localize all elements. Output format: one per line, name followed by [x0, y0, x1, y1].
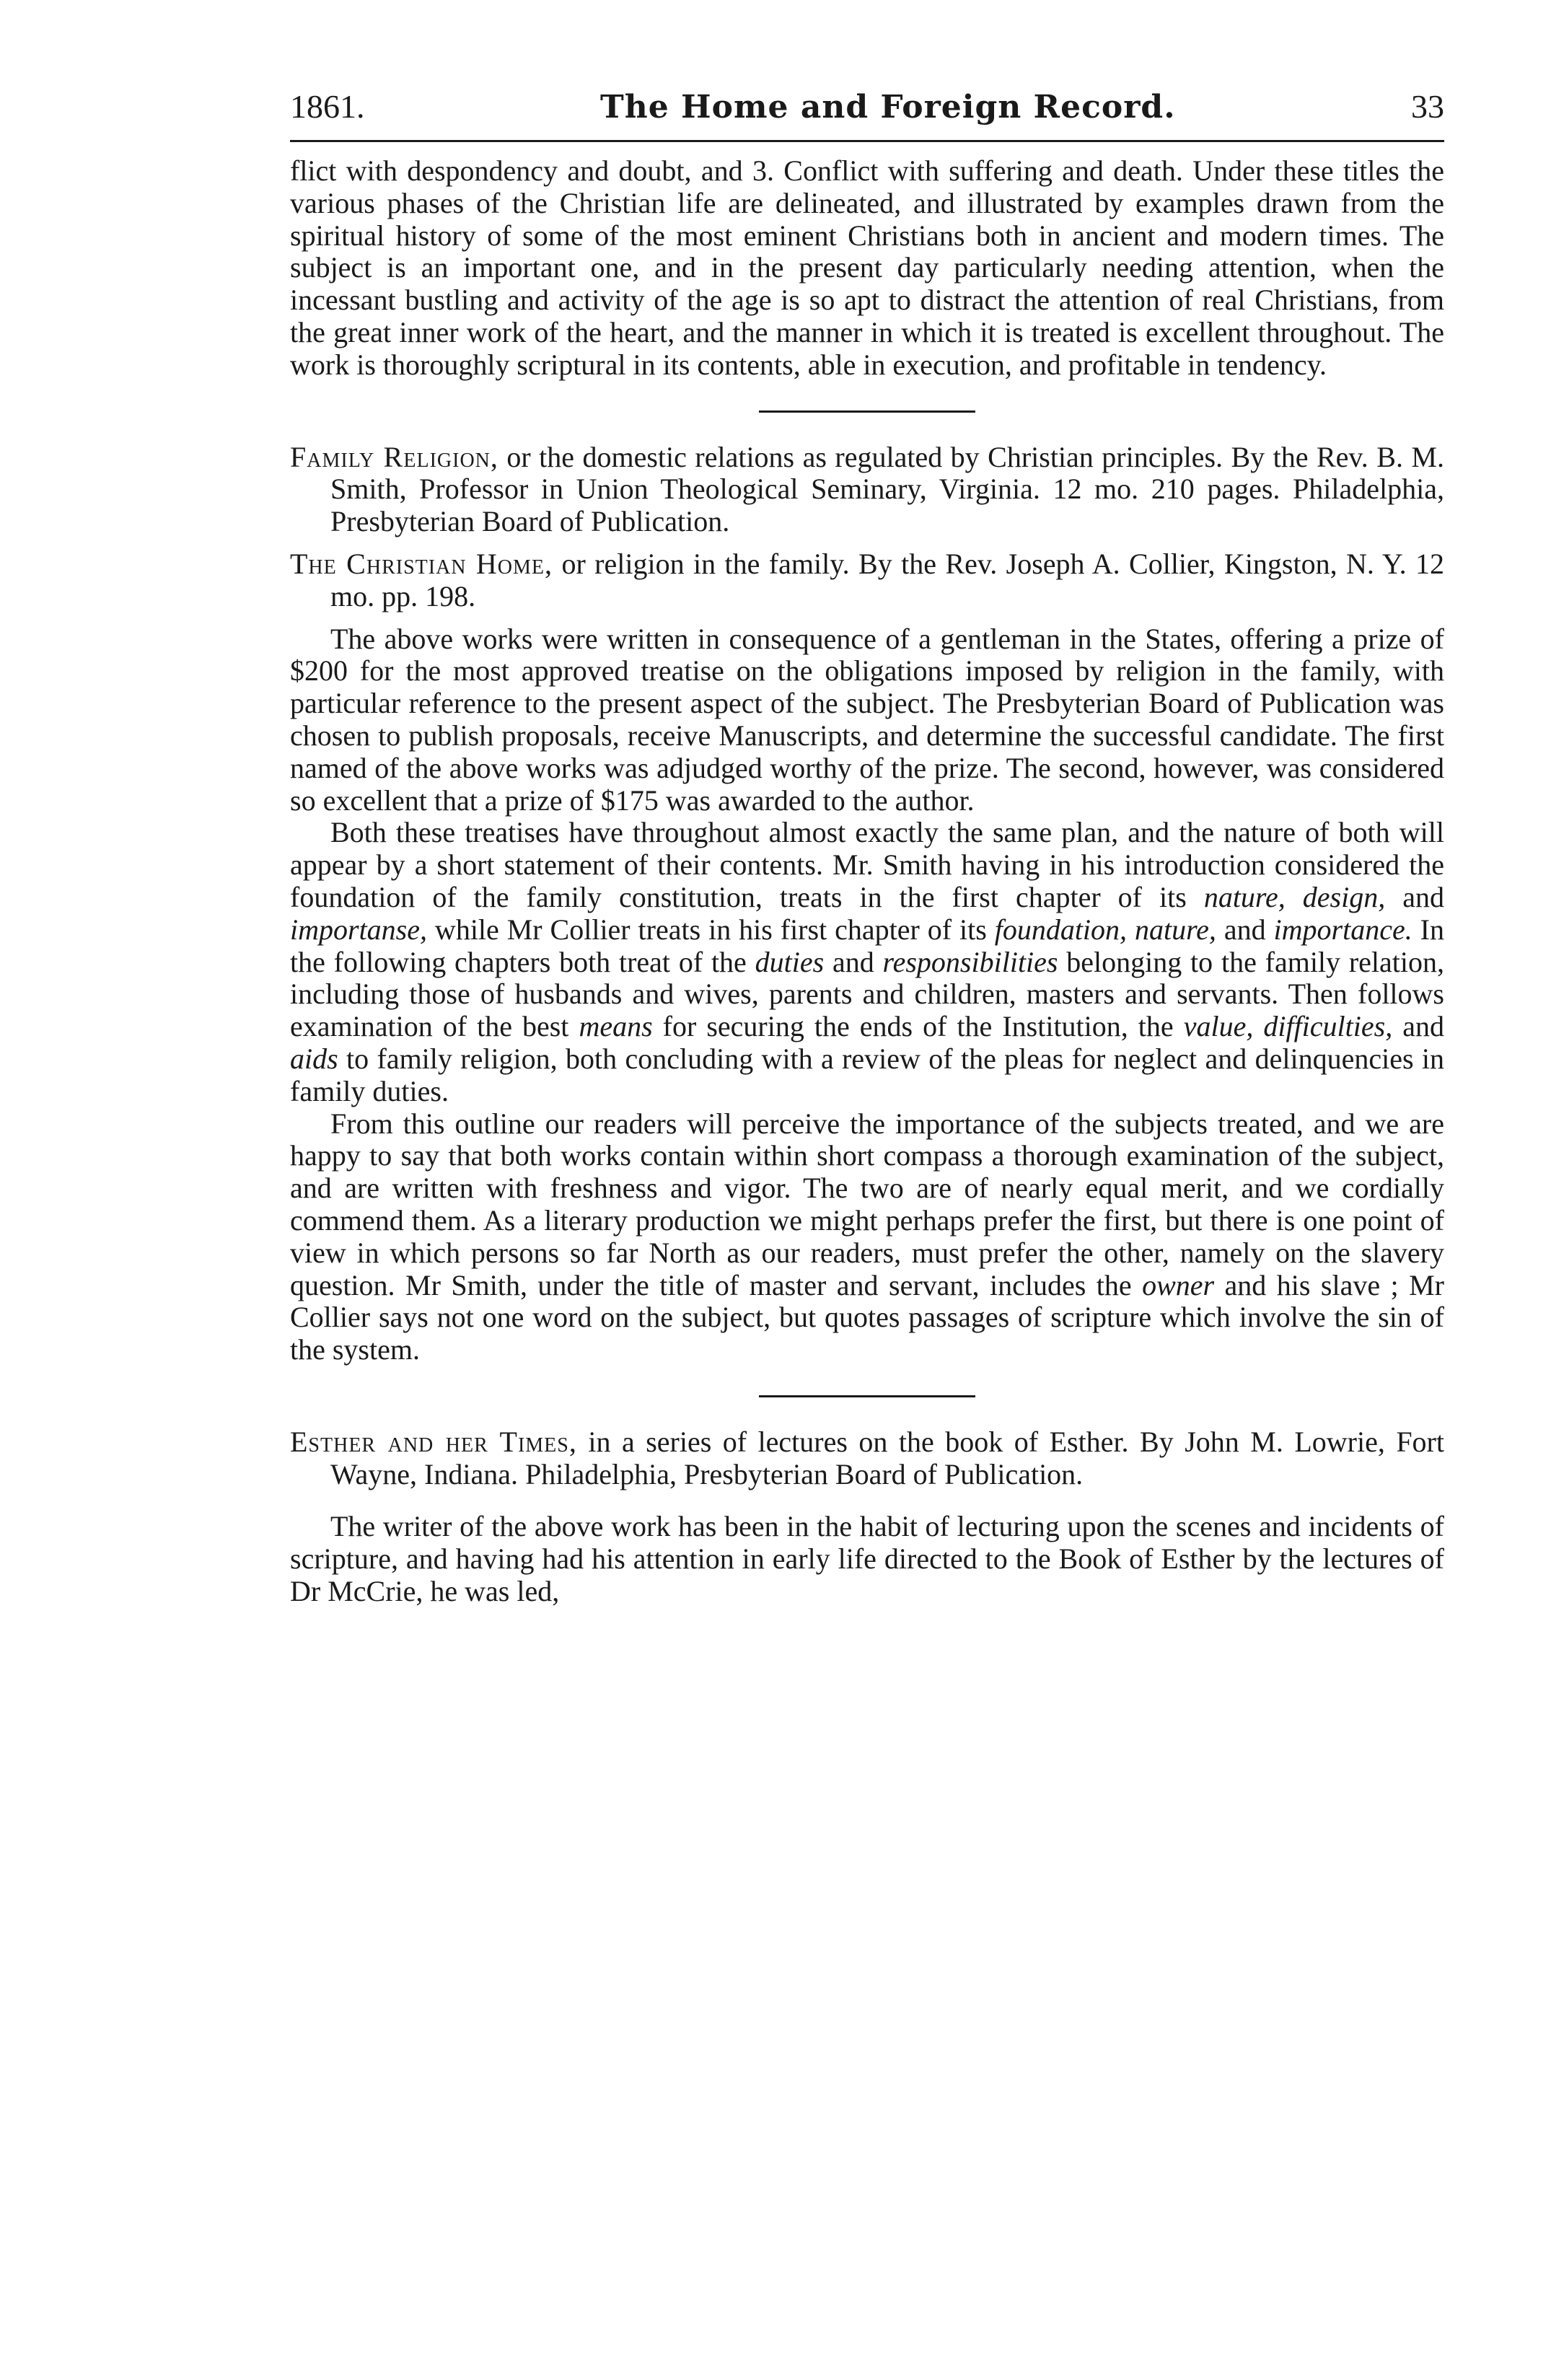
book-details: in a series of lectures on the book of Esther. By John M. Lowrie, Fort Wayne, Indiana. Philadelphia, Presbyterian Board of Publication. — [330, 1425, 1444, 1490]
book-entry-esther — [290, 1426, 1444, 1491]
review-paragraph: From this outline our readers will perceive the importance of the subjects treated, and we are happy to say that both works contain within short compass a thorough examination of the subject, and are written with freshness and vigor. The two are of nearly equal merit, and we cordially commend them. As a literary production we might perhaps prefer the first, but there is one point of view in which persons so far North as our readers, must prefer the other, namely on the slavery question. Mr Smith, under the title of master and servant, includes the owner and his slave ; Mr Collier says not one word on the subject, but quotes passages of scripture which involve the sin of the system. — [290, 1107, 1445, 1366]
book-title: Esther and her Times, — [290, 1425, 577, 1458]
running-head — [290, 85, 1444, 130]
header-rule — [290, 140, 1444, 142]
book-title: Family Religion, — [290, 440, 498, 473]
section-divider — [759, 1395, 975, 1397]
review-paragraph: The writer of the above work has been in the habit of lecturing upon the scenes and incidents of scripture, and having had his attention in early life directed to the Book of Esther by the lectures of Dr McCrie, he was led, — [290, 1510, 1444, 1608]
section-divider — [759, 410, 975, 413]
spacer — [290, 613, 1444, 623]
book-details: or religion in the family. By the Rev. Joseph A. Collier, Kingston, N. Y. 12 mo. pp. 198. — [330, 547, 1444, 612]
book-entry-christian-home — [290, 548, 1444, 613]
review-paragraph: The above works were written in consequence of a gentleman in the States, offering a prize of $200 for the most approved treatise on the obligations imposed by religion in the family, with particular reference to the present aspect of the subject. The Presbyterian Board of Publication was chosen to publish proposals, receive Manuscripts, and determine the successful candidate. The first named of the above works was adjudged worthy of the prize. The second, however, was considered so excellent that a prize of $175 was awarded to the author. — [290, 622, 1444, 817]
page — [290, 85, 1444, 1608]
book-details: or the domestic relations as regulated by Christian principles. By the Rev. B. M. Smith, Professor in Union Theological Seminary, Virginia. 12 mo. 210 pages. Philadelphia, Presbyterian Board of Publication. — [330, 440, 1444, 538]
book-title: The Christian Home, — [290, 547, 553, 580]
spacer — [290, 1490, 1444, 1511]
spacer — [290, 538, 1444, 548]
header-year: 1861. — [290, 88, 365, 125]
book-entry-family-religion — [290, 442, 1444, 538]
header-title: The Home and Foreign Record. — [599, 89, 1176, 126]
page-number: 33 — [1411, 88, 1444, 125]
review-paragraph: Both these treatises have throughout almost exactly the same plan, and the nature of both will appear by a short statement of their contents. Mr. Smith having in his introduction considered the foundation of the family constitution, treats in the first chapter of its nature, design, and importanse, while Mr Collier treats in his first chapter of its foundation, nature, and importance. In the following chapters both treat of the duties and responsibilities belonging to the family relation, including those of husbands and wives, parents and children, masters and servants. Then follows examination of the best means for securing the ends of the Institution, the value, difficulties, and aids to family religion, both concluding with a review of the pleas for neglect and delinquencies in family duties. — [290, 816, 1445, 1107]
review-continuation: flict with despondency and doubt, and 3. Conflict with suffering and death. Under these titles the various phases of the Christian life are delineated, and illustrated by examples drawn from the spiritual history of some of the most eminent Christians both in ancient and modern times. The subject is an important one, and in the present day particularly needing attention, when the incessant bustling and activity of the age is so apt to distract the attention of real Christians, from the great inner work of the heart, and the manner in which it is treated is excellent throughout. The work is thoroughly scriptural in its contents, able in execution, and profitable in tendency. — [290, 154, 1444, 381]
